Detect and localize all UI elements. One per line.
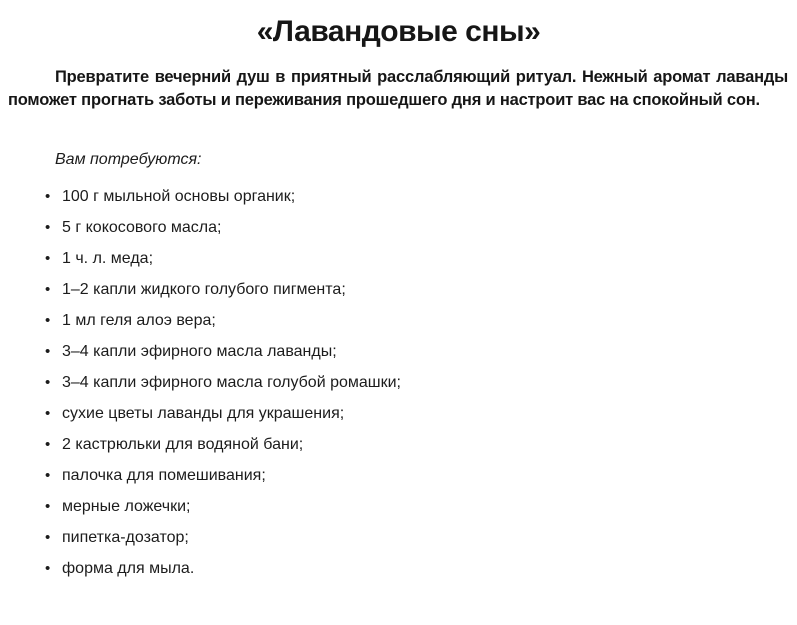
list-item-text: 2 кастрюльки для водяной бани;: [62, 436, 304, 453]
bullet-icon: •: [45, 188, 51, 205]
list-item: [45, 398, 797, 429]
list-item-text: форма для мыла.: [62, 560, 195, 577]
bullet-icon: •: [45, 405, 51, 422]
list-item: [45, 429, 797, 460]
list-item: [45, 336, 797, 367]
list-item: [45, 274, 797, 305]
list-item-text: 3–4 капли эфирного масла лаванды;: [62, 343, 337, 360]
list-item-text: 100 г мыльной основы органик;: [62, 188, 296, 205]
list-item-text: мерные ложечки;: [62, 498, 191, 515]
list-item: [45, 243, 797, 274]
bullet-icon: •: [45, 467, 51, 484]
list-item-text: 1–2 капли жидкого голубого пигмента;: [62, 281, 346, 298]
list-item: [45, 522, 797, 553]
bullet-icon: •: [45, 436, 51, 453]
page-title: «Лавандовые сны»: [256, 15, 541, 48]
list-item-text: 1 ч. л. меда;: [62, 250, 154, 267]
list-item-text: палочка для помешивания;: [62, 467, 266, 484]
list-item-text: сухие цветы лаванды для украшения;: [62, 405, 345, 422]
list-item-text: 3–4 капли эфирного масла голубой ромашки;: [62, 374, 401, 391]
ingredient-list: [0, 181, 797, 584]
list-item: [45, 491, 797, 522]
list-item: [45, 212, 797, 243]
bullet-icon: •: [45, 250, 51, 267]
list-item-text: 1 мл геля алоэ вера;: [62, 312, 216, 329]
list-item: [45, 367, 797, 398]
bullet-icon: •: [45, 374, 51, 391]
list-item: [45, 305, 797, 336]
bullet-icon: •: [45, 560, 51, 577]
bullet-icon: •: [45, 498, 51, 515]
bullet-icon: •: [45, 343, 51, 360]
bullet-icon: •: [45, 529, 51, 546]
bullet-icon: •: [45, 219, 51, 236]
bullet-icon: •: [45, 281, 51, 298]
list-item-text: 5 г кокосового масла;: [62, 219, 222, 236]
list-item: [45, 553, 797, 584]
bullet-icon: •: [45, 312, 51, 329]
list-item-text: пипетка-дозатор;: [62, 529, 189, 546]
ingredients-lead-in: Вам потребуются:: [55, 151, 202, 168]
intro-paragraph: Превратите вечерний душ в приятный расслабляющий ритуал. Нежный аромат лаванды поможет прогнать заботы и переживания прошедшего дня и настроит вас на спокойный сон.: [8, 68, 788, 109]
list-item: [45, 460, 797, 491]
list-item: [45, 181, 797, 212]
